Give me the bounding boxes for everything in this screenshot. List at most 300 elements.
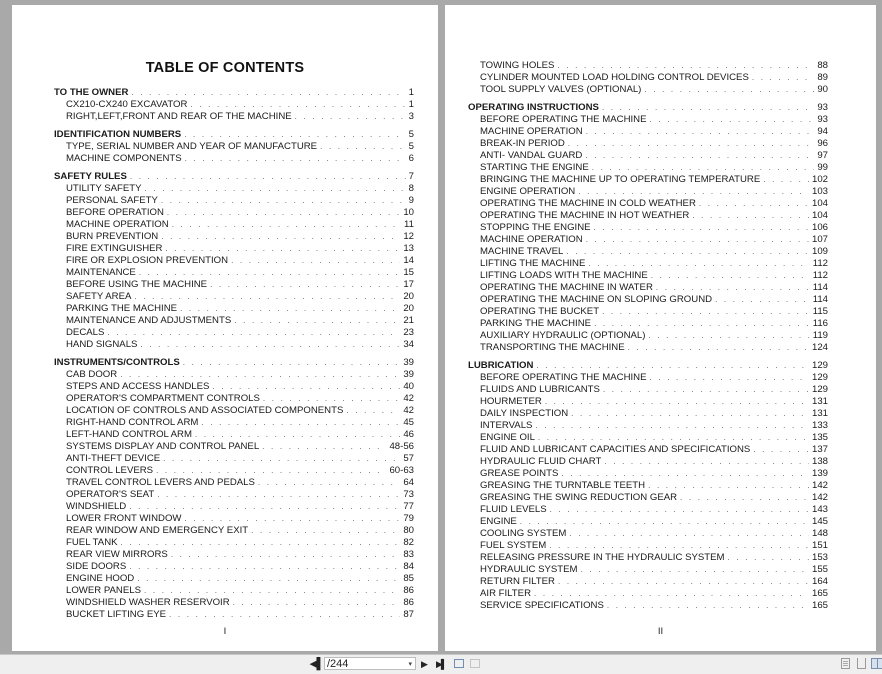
leader-dots	[602, 306, 810, 318]
leader-dots	[592, 162, 815, 174]
entry-page-number: 20	[403, 303, 414, 314]
toc-entry[interactable]	[468, 174, 828, 186]
leader-dots	[167, 207, 400, 219]
toc-entry[interactable]	[468, 258, 828, 270]
entry-page-number: 23	[403, 327, 414, 338]
entry-page-number: 155	[811, 564, 828, 575]
entry-title: BUCKET LIFTING EYE	[66, 609, 167, 620]
toc-entry[interactable]	[54, 549, 414, 561]
leader-dots	[604, 456, 809, 468]
leader-dots	[212, 381, 400, 393]
toc-entry[interactable]	[468, 384, 828, 396]
entry-title: RIGHT,LEFT,FRONT AND REAR OF THE MACHINE	[66, 111, 292, 122]
toc-entry[interactable]	[468, 516, 828, 528]
leader-dots	[172, 219, 401, 231]
entry-page-number: 46	[403, 429, 414, 440]
entry-page-number: 39	[403, 369, 414, 380]
entry-title: TOWING HOLES	[480, 60, 555, 71]
entry-title: SIDE DOORS	[66, 561, 127, 572]
toc-entry[interactable]	[468, 408, 828, 420]
entry-title: REAR VIEW MIRRORS	[66, 549, 168, 560]
toc-entry[interactable]	[468, 564, 828, 576]
toc-entry[interactable]	[468, 552, 828, 564]
toc-entry[interactable]	[468, 342, 828, 354]
leader-dots	[201, 417, 400, 429]
entry-page-number: 5	[408, 129, 414, 140]
toc-entry[interactable]	[468, 372, 828, 384]
entry-title: GREASING THE SWING REDUCTION GEAR	[480, 492, 678, 503]
entry-title: OPERATING THE BUCKET	[480, 306, 600, 317]
leader-dots	[263, 393, 400, 405]
entry-title: ENGINE OIL	[480, 432, 535, 443]
entry-title: TOOL SUPPLY VALVES (OPTIONAL)	[480, 84, 642, 95]
entry-page-number: 13	[403, 243, 414, 254]
entry-title: WINDSHIELD WASHER RESERVOIR	[66, 597, 230, 608]
toc-entry[interactable]	[54, 243, 414, 255]
toc-entry[interactable]	[54, 279, 414, 291]
toc-entry[interactable]	[468, 330, 828, 342]
toc-section-entry[interactable]	[54, 357, 414, 369]
entry-title: ENGINE	[480, 516, 517, 527]
entry-title: GREASING THE TURNTABLE TEETH	[480, 480, 646, 491]
leader-dots	[550, 504, 809, 516]
leader-dots	[650, 114, 815, 126]
toc-entry[interactable]	[54, 339, 414, 351]
entry-page-number: 165	[811, 600, 828, 611]
toc-entry[interactable]	[468, 492, 828, 504]
entry-page-number: 10	[403, 207, 414, 218]
toc-entry[interactable]	[468, 234, 828, 246]
entry-page-number: 137	[811, 444, 828, 455]
toc-entry[interactable]	[468, 126, 828, 138]
entry-title: LEFT-HAND CONTROL ARM	[66, 429, 192, 440]
entry-title: FLUIDS AND LUBRICANTS	[480, 384, 600, 395]
entry-page-number: 139	[811, 468, 828, 479]
toc-entry[interactable]	[54, 111, 414, 123]
entry-page-number: 102	[811, 174, 828, 185]
entry-title: PARKING THE MACHINE	[66, 303, 178, 314]
entry-page-number: 99	[817, 162, 828, 173]
toc-entry[interactable]	[54, 267, 414, 279]
toc-entry[interactable]	[54, 489, 414, 501]
entry-page-number: 133	[811, 420, 828, 431]
entry-page-number: 106	[811, 222, 828, 233]
entry-page-number: 114	[812, 282, 828, 293]
restore-window-icon[interactable]	[470, 659, 480, 668]
entry-title: CX210-CX240 EXCAVATOR	[66, 99, 188, 110]
entry-page-number: 151	[811, 540, 828, 551]
toc-entry[interactable]	[54, 441, 414, 453]
toc-section-entry[interactable]	[54, 171, 414, 183]
toc-entry[interactable]	[54, 501, 414, 513]
leader-dots	[763, 174, 809, 186]
toc-list	[468, 60, 828, 612]
leader-dots	[545, 396, 809, 408]
single-page-view-icon[interactable]	[841, 658, 850, 669]
entry-title: COOLING SYSTEM	[480, 528, 567, 539]
toc-entry[interactable]	[468, 222, 828, 234]
entry-page-number: 21	[403, 315, 414, 326]
leader-dots	[129, 501, 400, 513]
leader-dots	[549, 540, 809, 552]
entry-page-number: 15	[403, 267, 414, 278]
leader-dots	[752, 72, 814, 84]
entry-title: CONTROL LEVERS	[66, 465, 154, 476]
leader-dots	[107, 327, 400, 339]
entry-page-number: 12	[403, 231, 414, 242]
entry-title: CAB DOOR	[66, 369, 118, 380]
leader-dots	[145, 183, 406, 195]
toc-entry[interactable]	[54, 99, 414, 111]
entry-title: FUEL SYSTEM	[480, 540, 547, 551]
leader-dots	[165, 243, 400, 255]
entry-title: BRINGING THE MACHINE UP TO OPERATING TEMPERATURE	[480, 174, 761, 185]
toc-section-entry[interactable]	[468, 360, 828, 372]
toc-entry[interactable]	[468, 270, 828, 282]
toc-entry[interactable]	[468, 480, 828, 492]
leader-dots	[251, 525, 400, 537]
toc-entry[interactable]	[54, 429, 414, 441]
entry-title: LIFTING LOADS WITH THE MACHINE	[480, 270, 648, 281]
entry-title: HAND SIGNALS	[66, 339, 138, 350]
toc-entry[interactable]	[468, 84, 828, 96]
leader-dots	[157, 489, 400, 501]
leader-dots	[171, 549, 401, 561]
entry-title: OPERATING THE MACHINE ON SLOPING GROUND	[480, 294, 713, 305]
entry-page-number: 164	[811, 576, 828, 587]
entry-title: OPERATOR'S COMPARTMENT CONTROLS	[66, 393, 260, 404]
next-page-button[interactable]	[421, 657, 428, 671]
toc-entry[interactable]	[468, 306, 828, 318]
entry-page-number: 40	[403, 381, 414, 392]
next-page-icon: ▶	[421, 659, 428, 669]
entry-page-number: 115	[812, 306, 828, 317]
entry-title: LIFTING THE MACHINE	[480, 258, 586, 269]
entry-page-number: 94	[817, 126, 828, 137]
entry-title: BEFORE OPERATING THE MACHINE	[480, 114, 647, 125]
entry-title: TRAVEL CONTROL LEVERS AND PEDALS	[66, 477, 255, 488]
entry-page-number: 129	[811, 372, 828, 383]
leader-dots	[692, 210, 809, 222]
entry-page-number: 1	[408, 99, 414, 110]
leader-dots	[258, 477, 400, 489]
entry-title: SERVICE SPECIFICATIONS	[480, 600, 604, 611]
leader-dots	[586, 234, 809, 246]
entry-page-number: 14	[403, 255, 414, 266]
first-page-icon: ◀▌	[310, 658, 323, 670]
toc-entry[interactable]	[468, 456, 828, 468]
entry-title: ENGINE HOOD	[66, 573, 135, 584]
entry-title: OPERATING THE MACHINE IN COLD WEATHER	[480, 198, 696, 209]
toc-entry[interactable]	[54, 183, 414, 195]
entry-title: BEFORE OPERATING THE MACHINE	[480, 372, 647, 383]
entry-page-number: 109	[811, 246, 828, 257]
entry-title: LUBRICATION	[468, 360, 534, 371]
toc-entry[interactable]	[54, 609, 414, 621]
leader-dots	[184, 513, 400, 525]
last-page-button[interactable]	[436, 657, 445, 671]
entry-title: FIRE OR EXPLOSION PREVENTION	[66, 255, 229, 266]
entry-title: BURN PREVENTION	[66, 231, 159, 242]
toc-entry[interactable]	[54, 513, 414, 525]
entry-page-number: 39	[403, 357, 414, 368]
entry-page-number: 131	[811, 408, 828, 419]
leader-dots	[753, 444, 809, 456]
entry-title: HOURMETER	[480, 396, 542, 407]
entry-title: DAILY INSPECTION	[480, 408, 569, 419]
leader-dots	[161, 195, 406, 207]
leader-dots	[561, 468, 809, 480]
leader-dots	[520, 516, 809, 528]
toc-entry[interactable]	[54, 303, 414, 315]
entry-page-number: 96	[817, 138, 828, 149]
leader-dots	[557, 60, 814, 72]
toc-entry[interactable]	[468, 576, 828, 588]
toc-entry[interactable]	[54, 207, 414, 219]
entry-title: LOCATION OF CONTROLS AND ASSOCIATED COMPONENTS	[66, 405, 344, 416]
leader-dots	[183, 357, 401, 369]
toc-entry[interactable]	[468, 432, 828, 444]
entry-title: SAFETY RULES	[54, 171, 127, 182]
leader-dots	[650, 372, 809, 384]
leader-dots	[139, 267, 401, 279]
entry-page-number: 88	[817, 60, 828, 71]
entry-title: RETURN FILTER	[480, 576, 555, 587]
entry-title: FLUID AND LUBRICANT CAPACITIES AND SPECIFICATIONS	[480, 444, 751, 455]
entry-page-number: 103	[811, 186, 828, 197]
entry-page-number: 112	[812, 258, 828, 269]
leader-dots	[231, 255, 400, 267]
toc-entry[interactable]	[54, 141, 414, 153]
entry-title: STEPS AND ACCESS HANDLES	[66, 381, 210, 392]
entry-title: GREASE POINTS	[480, 468, 559, 479]
leader-dots	[536, 360, 809, 372]
toc-entry[interactable]	[468, 210, 828, 222]
two-page-view-icon[interactable]	[871, 658, 882, 669]
entry-title: UTILITY SAFETY	[66, 183, 142, 194]
toc-entry[interactable]	[468, 468, 828, 480]
entry-title: MAINTENANCE AND ADJUSTMENTS	[66, 315, 232, 326]
entry-page-number: 119	[812, 330, 828, 341]
entry-title: OPERATING INSTRUCTIONS	[468, 102, 599, 113]
entry-page-number: 82	[403, 537, 414, 548]
toc-section-entry[interactable]	[54, 129, 414, 141]
entry-title: TYPE, SERIAL NUMBER AND YEAR OF MANUFACTURE	[66, 141, 318, 152]
entry-page-number: 107	[811, 234, 828, 245]
toc-entry[interactable]	[468, 198, 828, 210]
entry-title: MACHINE OPERATION	[480, 234, 583, 245]
toc-entry[interactable]	[54, 381, 414, 393]
toc-entry[interactable]	[54, 597, 414, 609]
entry-title: MACHINE OPERATION	[66, 219, 169, 230]
entry-title: BEFORE OPERATION	[66, 207, 164, 218]
toc-section-entry[interactable]	[468, 102, 828, 114]
entry-page-number: 145	[811, 516, 828, 527]
leader-dots	[195, 429, 400, 441]
entry-page-number: 64	[403, 477, 414, 488]
leader-dots	[715, 294, 810, 306]
entry-title: STARTING THE ENGINE	[480, 162, 589, 173]
toc-entry[interactable]	[468, 600, 828, 612]
toc-entry[interactable]	[54, 453, 414, 465]
toc-list	[54, 87, 414, 621]
leader-dots	[184, 129, 405, 141]
toc-entry[interactable]	[54, 315, 414, 327]
toc-entry[interactable]	[54, 255, 414, 267]
entry-title: WINDSHIELD	[66, 501, 127, 512]
leader-dots	[535, 420, 809, 432]
entry-page-number: 3	[408, 111, 414, 122]
page-dropdown-icon[interactable]: ▾	[408, 661, 412, 668]
toc-entry[interactable]	[54, 195, 414, 207]
leader-dots	[581, 564, 809, 576]
toc-entry[interactable]	[54, 477, 414, 489]
entry-title: INTERVALS	[480, 420, 533, 431]
toc-entry[interactable]	[54, 537, 414, 549]
entry-page-number: 114	[812, 294, 828, 305]
toc-section-entry[interactable]	[54, 87, 414, 99]
leader-dots	[144, 585, 400, 597]
entry-page-number: 57	[403, 453, 414, 464]
toc-entry[interactable]	[468, 150, 828, 162]
entry-page-number: 6	[408, 153, 414, 164]
toc-page-2	[445, 5, 876, 651]
leader-dots	[578, 186, 809, 198]
leader-dots	[656, 282, 810, 294]
leader-dots	[602, 102, 814, 114]
toc-entry[interactable]	[468, 282, 828, 294]
entry-title: FLUID LEVELS	[480, 504, 547, 515]
leader-dots	[134, 291, 400, 303]
leader-dots	[295, 111, 406, 123]
entry-title: HYDRAULIC SYSTEM	[480, 564, 578, 575]
toc-entry[interactable]	[468, 396, 828, 408]
entry-title: SAFETY AREA	[66, 291, 132, 302]
leader-dots	[121, 537, 401, 549]
leader-dots	[262, 441, 386, 453]
entry-page-number: 143	[811, 504, 828, 515]
entry-page-number: 8	[408, 183, 414, 194]
toc-entry[interactable]	[468, 246, 828, 258]
page-number: I	[223, 626, 227, 637]
leader-dots	[140, 339, 400, 351]
entry-title: TO THE OWNER	[54, 87, 129, 98]
toc-entry[interactable]	[468, 444, 828, 456]
navigation-toolbar	[0, 654, 882, 674]
first-page-button[interactable]	[310, 657, 322, 671]
toc-title: TABLE OF CONTENTS	[145, 60, 305, 76]
leader-dots	[185, 153, 406, 165]
entry-title: RELEASING PRESSURE IN THE HYDRAULIC SYSTEM	[480, 552, 725, 563]
toc-entry[interactable]	[468, 528, 828, 540]
toc-entry[interactable]	[54, 393, 414, 405]
toc-entry[interactable]	[54, 153, 414, 165]
entry-title: SYSTEMS DISPLAY AND CONTROL PANEL	[66, 441, 260, 452]
leader-dots	[699, 198, 809, 210]
toc-entry[interactable]	[54, 231, 414, 243]
toc-entry[interactable]	[468, 294, 828, 306]
entry-title: ENGINE OPERATION	[480, 186, 576, 197]
toc-entry[interactable]	[468, 72, 828, 84]
toc-entry[interactable]	[468, 504, 828, 516]
toc-entry[interactable]	[54, 219, 414, 231]
leader-dots	[728, 552, 809, 564]
entry-title: DECALS	[66, 327, 105, 338]
toc-entry[interactable]	[54, 327, 414, 339]
fit-window-icon[interactable]	[454, 659, 464, 668]
leader-dots	[180, 303, 400, 315]
toc-entry[interactable]	[468, 60, 828, 72]
toc-entry[interactable]	[468, 420, 828, 432]
toc-entry[interactable]	[468, 114, 828, 126]
toc-entry[interactable]	[468, 540, 828, 552]
leader-dots	[607, 600, 809, 612]
leader-dots	[534, 588, 809, 600]
entry-page-number: 80	[403, 525, 414, 536]
leader-dots	[585, 150, 814, 162]
entry-title: ANTI- VANDAL GUARD	[480, 150, 583, 161]
toc-entry[interactable]	[468, 162, 828, 174]
entry-page-number: 142	[811, 492, 828, 503]
entry-title: INSTRUMENTS/CONTROLS	[54, 357, 180, 368]
leader-dots	[190, 99, 405, 111]
leader-dots	[651, 270, 810, 282]
leader-dots	[628, 342, 809, 354]
leader-dots	[644, 84, 814, 96]
leader-dots	[594, 318, 810, 330]
page-number-field[interactable]	[324, 657, 416, 670]
toc-entry[interactable]	[54, 417, 414, 429]
entry-title: IDENTIFICATION NUMBERS	[54, 129, 182, 140]
leader-dots	[130, 171, 406, 183]
entry-title: OPERATING THE MACHINE IN HOT WEATHER	[480, 210, 690, 221]
entry-title: STOPPING THE ENGINE	[480, 222, 591, 233]
entry-page-number: 86	[403, 585, 414, 596]
entry-page-number: 131	[811, 396, 828, 407]
toc-entry[interactable]	[54, 585, 414, 597]
entry-page-number: 34	[403, 339, 414, 350]
toc-entry[interactable]	[468, 588, 828, 600]
leader-dots	[210, 279, 400, 291]
entry-title: FIRE EXTINGUISHER	[66, 243, 163, 254]
entry-title: RIGHT-HAND CONTROL ARM	[66, 417, 199, 428]
entry-page-number: 77	[403, 501, 414, 512]
leader-dots	[648, 480, 809, 492]
entry-title: BEFORE USING THE MACHINE	[66, 279, 208, 290]
entry-page-number: 9	[408, 195, 414, 206]
toc-entry[interactable]	[54, 369, 414, 381]
toc-entry[interactable]	[54, 291, 414, 303]
toc-entry[interactable]	[468, 318, 828, 330]
entry-page-number: 116	[812, 318, 828, 329]
continuous-view-icon[interactable]	[857, 658, 866, 669]
toc-entry[interactable]	[54, 405, 414, 417]
entry-page-number: 7	[408, 171, 414, 182]
leader-dots	[163, 453, 400, 465]
toc-entry[interactable]	[468, 186, 828, 198]
toc-entry[interactable]	[54, 465, 414, 477]
toc-entry[interactable]	[468, 138, 828, 150]
toc-entry[interactable]	[54, 561, 414, 573]
entry-title: TRANSPORTING THE MACHINE	[480, 342, 625, 353]
toc-entry[interactable]	[54, 525, 414, 537]
entry-title: PERSONAL SAFETY	[66, 195, 158, 206]
entry-title: MACHINE COMPONENTS	[66, 153, 182, 164]
toc-entry[interactable]	[54, 573, 414, 585]
entry-page-number: 93	[817, 114, 828, 125]
entry-page-number: 89	[817, 72, 828, 83]
total-pages-label: /244	[327, 658, 349, 670]
